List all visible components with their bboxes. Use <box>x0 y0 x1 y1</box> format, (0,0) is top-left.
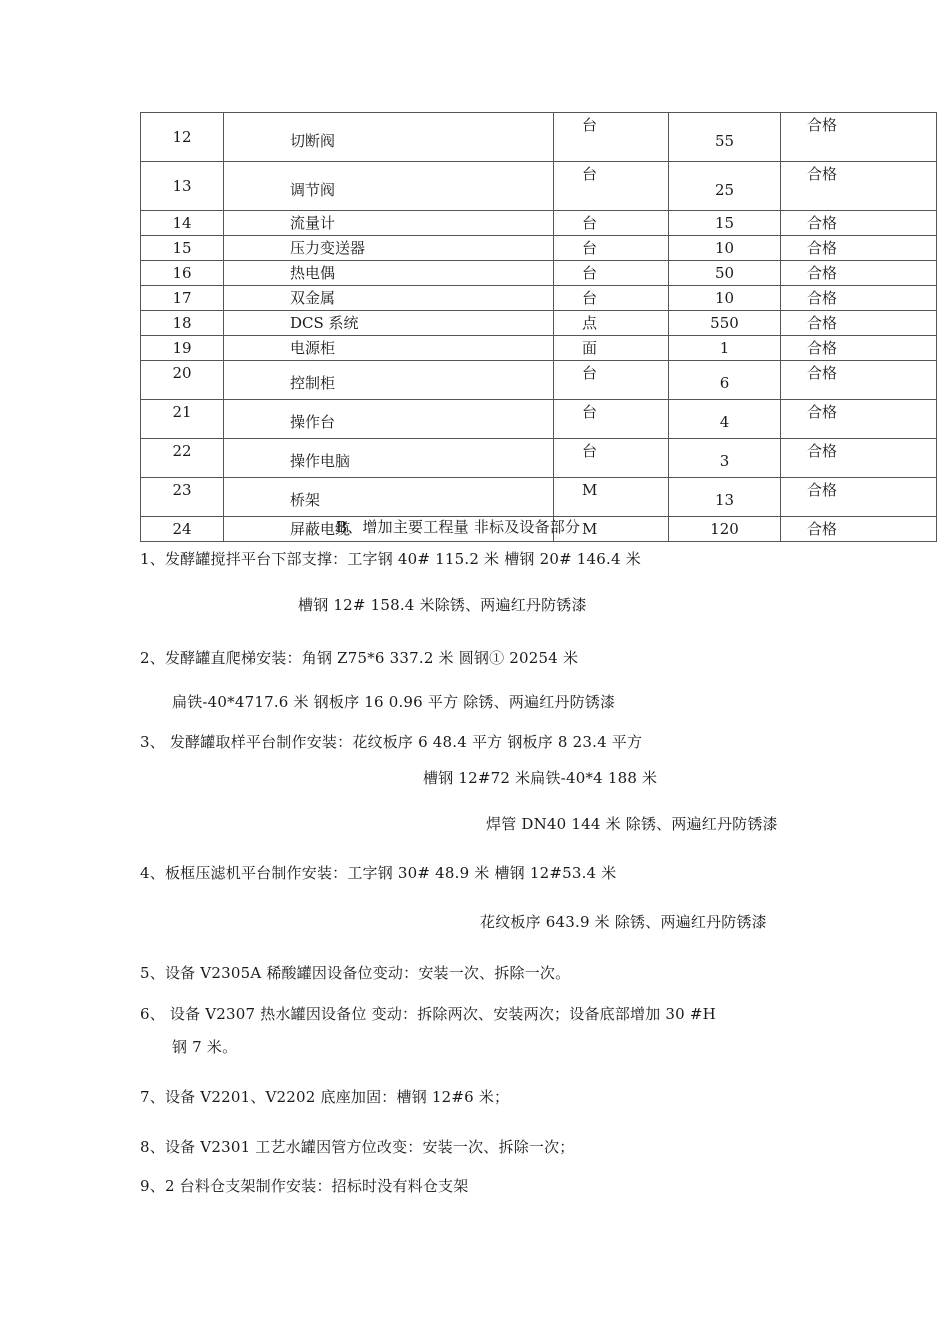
row-number: 20 <box>141 361 224 400</box>
item-unit: M <box>554 478 669 517</box>
row-number: 22 <box>141 439 224 478</box>
item-unit: 台 <box>554 211 669 236</box>
item-quantity: 3 <box>669 439 781 478</box>
row-number: 23 <box>141 478 224 517</box>
item-result: 合格 <box>781 311 937 336</box>
work-item-line: 钢 7 米。 <box>172 1038 238 1056</box>
table-row <box>141 439 937 478</box>
row-number: 18 <box>141 311 224 336</box>
item-result: 合格 <box>781 361 937 400</box>
table-row <box>141 336 937 361</box>
item-quantity: 4 <box>669 400 781 439</box>
item-result: 合格 <box>781 211 937 236</box>
row-number: 15 <box>141 236 224 261</box>
item-quantity: 550 <box>669 311 781 336</box>
row-number: 19 <box>141 336 224 361</box>
item-quantity: 1 <box>669 336 781 361</box>
work-item-line: 槽钢 12# 158.4 米除锈、两遍红丹防锈漆 <box>298 596 587 614</box>
item-unit: 台 <box>554 286 669 311</box>
item-quantity: 15 <box>669 211 781 236</box>
item-unit: 点 <box>554 311 669 336</box>
item-quantity: 50 <box>669 261 781 286</box>
item-name: 压力变送器 <box>224 236 554 261</box>
row-number: 12 <box>141 113 224 162</box>
section-heading: B、增加主要工程量 非标及设备部分 <box>336 518 581 536</box>
item-name: 电源柜 <box>224 336 554 361</box>
equipment-table <box>140 112 937 542</box>
item-result: 合格 <box>781 236 937 261</box>
work-item-line: 8、设备 V2301 工艺水罐因管方位改变：安装一次、拆除一次； <box>140 1138 575 1156</box>
work-item-line: 焊管 DN40 144 米 除锈、两遍红丹防锈漆 <box>486 815 778 833</box>
item-unit: 面 <box>554 336 669 361</box>
item-result: 合格 <box>781 400 937 439</box>
item-result: 合格 <box>781 336 937 361</box>
item-quantity: 10 <box>669 236 781 261</box>
work-item-line: 6、 设备 V2307 热水罐因设备位 变动：拆除两次、安装两次；设备底部增加 30 #H <box>140 1005 716 1023</box>
work-item-line: 7、设备 V2201、V2202 底座加固：槽钢 12#6 米； <box>140 1088 510 1106</box>
item-quantity: 6 <box>669 361 781 400</box>
row-number: 16 <box>141 261 224 286</box>
item-result: 合格 <box>781 162 937 211</box>
item-quantity: 55 <box>669 113 781 162</box>
row-number: 21 <box>141 400 224 439</box>
item-name: 屏蔽电缆 <box>224 517 554 542</box>
item-result: 合格 <box>781 113 937 162</box>
row-number: 13 <box>141 162 224 211</box>
item-unit: 台 <box>554 439 669 478</box>
item-name: 操作电脑 <box>224 439 554 478</box>
item-result: 合格 <box>781 439 937 478</box>
item-unit: 台 <box>554 361 669 400</box>
item-name: 切断阀 <box>224 113 554 162</box>
item-name: 热电偶 <box>224 261 554 286</box>
item-name: 桥架 <box>224 478 554 517</box>
work-item-line: 扁铁-40*4717.6 米 钢板序 16 0.96 平方 除锈、两遍红丹防锈漆 <box>172 693 616 711</box>
table-row <box>141 236 937 261</box>
work-item-line: 4、板框压滤机平台制作安装：工字钢 30# 48.9 米 槽钢 12#53.4 米 <box>140 864 617 882</box>
work-item-line: 1、发酵罐搅拌平台下部支撑：工字钢 40# 115.2 米 槽钢 20# 146.4 米 <box>140 550 641 568</box>
item-quantity: 10 <box>669 286 781 311</box>
item-unit: M <box>554 517 669 542</box>
item-quantity: 13 <box>669 478 781 517</box>
table-row <box>141 162 937 211</box>
item-unit: 台 <box>554 236 669 261</box>
table-row <box>141 211 937 236</box>
table-row <box>141 478 937 517</box>
table-row <box>141 261 937 286</box>
item-result: 合格 <box>781 517 937 542</box>
equipment-table-body <box>141 113 937 542</box>
item-quantity: 25 <box>669 162 781 211</box>
item-name: 调节阀 <box>224 162 554 211</box>
item-quantity: 120 <box>669 517 781 542</box>
table-row <box>141 361 937 400</box>
item-name: 双金属 <box>224 286 554 311</box>
table-row <box>141 311 937 336</box>
table-row <box>141 400 937 439</box>
work-item-line: 3、 发酵罐取样平台制作安装：花纹板序 6 48.4 平方 钢板序 8 23.4 平方 <box>140 733 643 751</box>
table-row <box>141 113 937 162</box>
item-name: 控制柜 <box>224 361 554 400</box>
item-unit: 台 <box>554 162 669 211</box>
item-name: 操作台 <box>224 400 554 439</box>
work-item-line: 5、设备 V2305A 稀酸罐因设备位变动：安装一次、拆除一次。 <box>140 964 571 982</box>
row-number: 24 <box>141 517 224 542</box>
item-unit: 台 <box>554 113 669 162</box>
item-result: 合格 <box>781 286 937 311</box>
item-name: DCS 系统 <box>224 311 554 336</box>
row-number: 17 <box>141 286 224 311</box>
work-item-line: 花纹板序 643.9 米 除锈、两遍红丹防锈漆 <box>480 913 767 931</box>
item-result: 合格 <box>781 478 937 517</box>
work-item-line: 槽钢 12#72 米扁铁-40*4 188 米 <box>423 769 658 787</box>
item-unit: 台 <box>554 261 669 286</box>
item-unit: 台 <box>554 400 669 439</box>
work-item-line: 2、发酵罐直爬梯安装：角钢 Z75*6 337.2 米 圆钢① 20254 米 <box>140 649 579 667</box>
work-item-line: 9、2 台料仓支架制作安装：招标时没有料仓支架 <box>140 1177 469 1195</box>
item-name: 流量计 <box>224 211 554 236</box>
table-row <box>141 286 937 311</box>
item-result: 合格 <box>781 261 937 286</box>
row-number: 14 <box>141 211 224 236</box>
